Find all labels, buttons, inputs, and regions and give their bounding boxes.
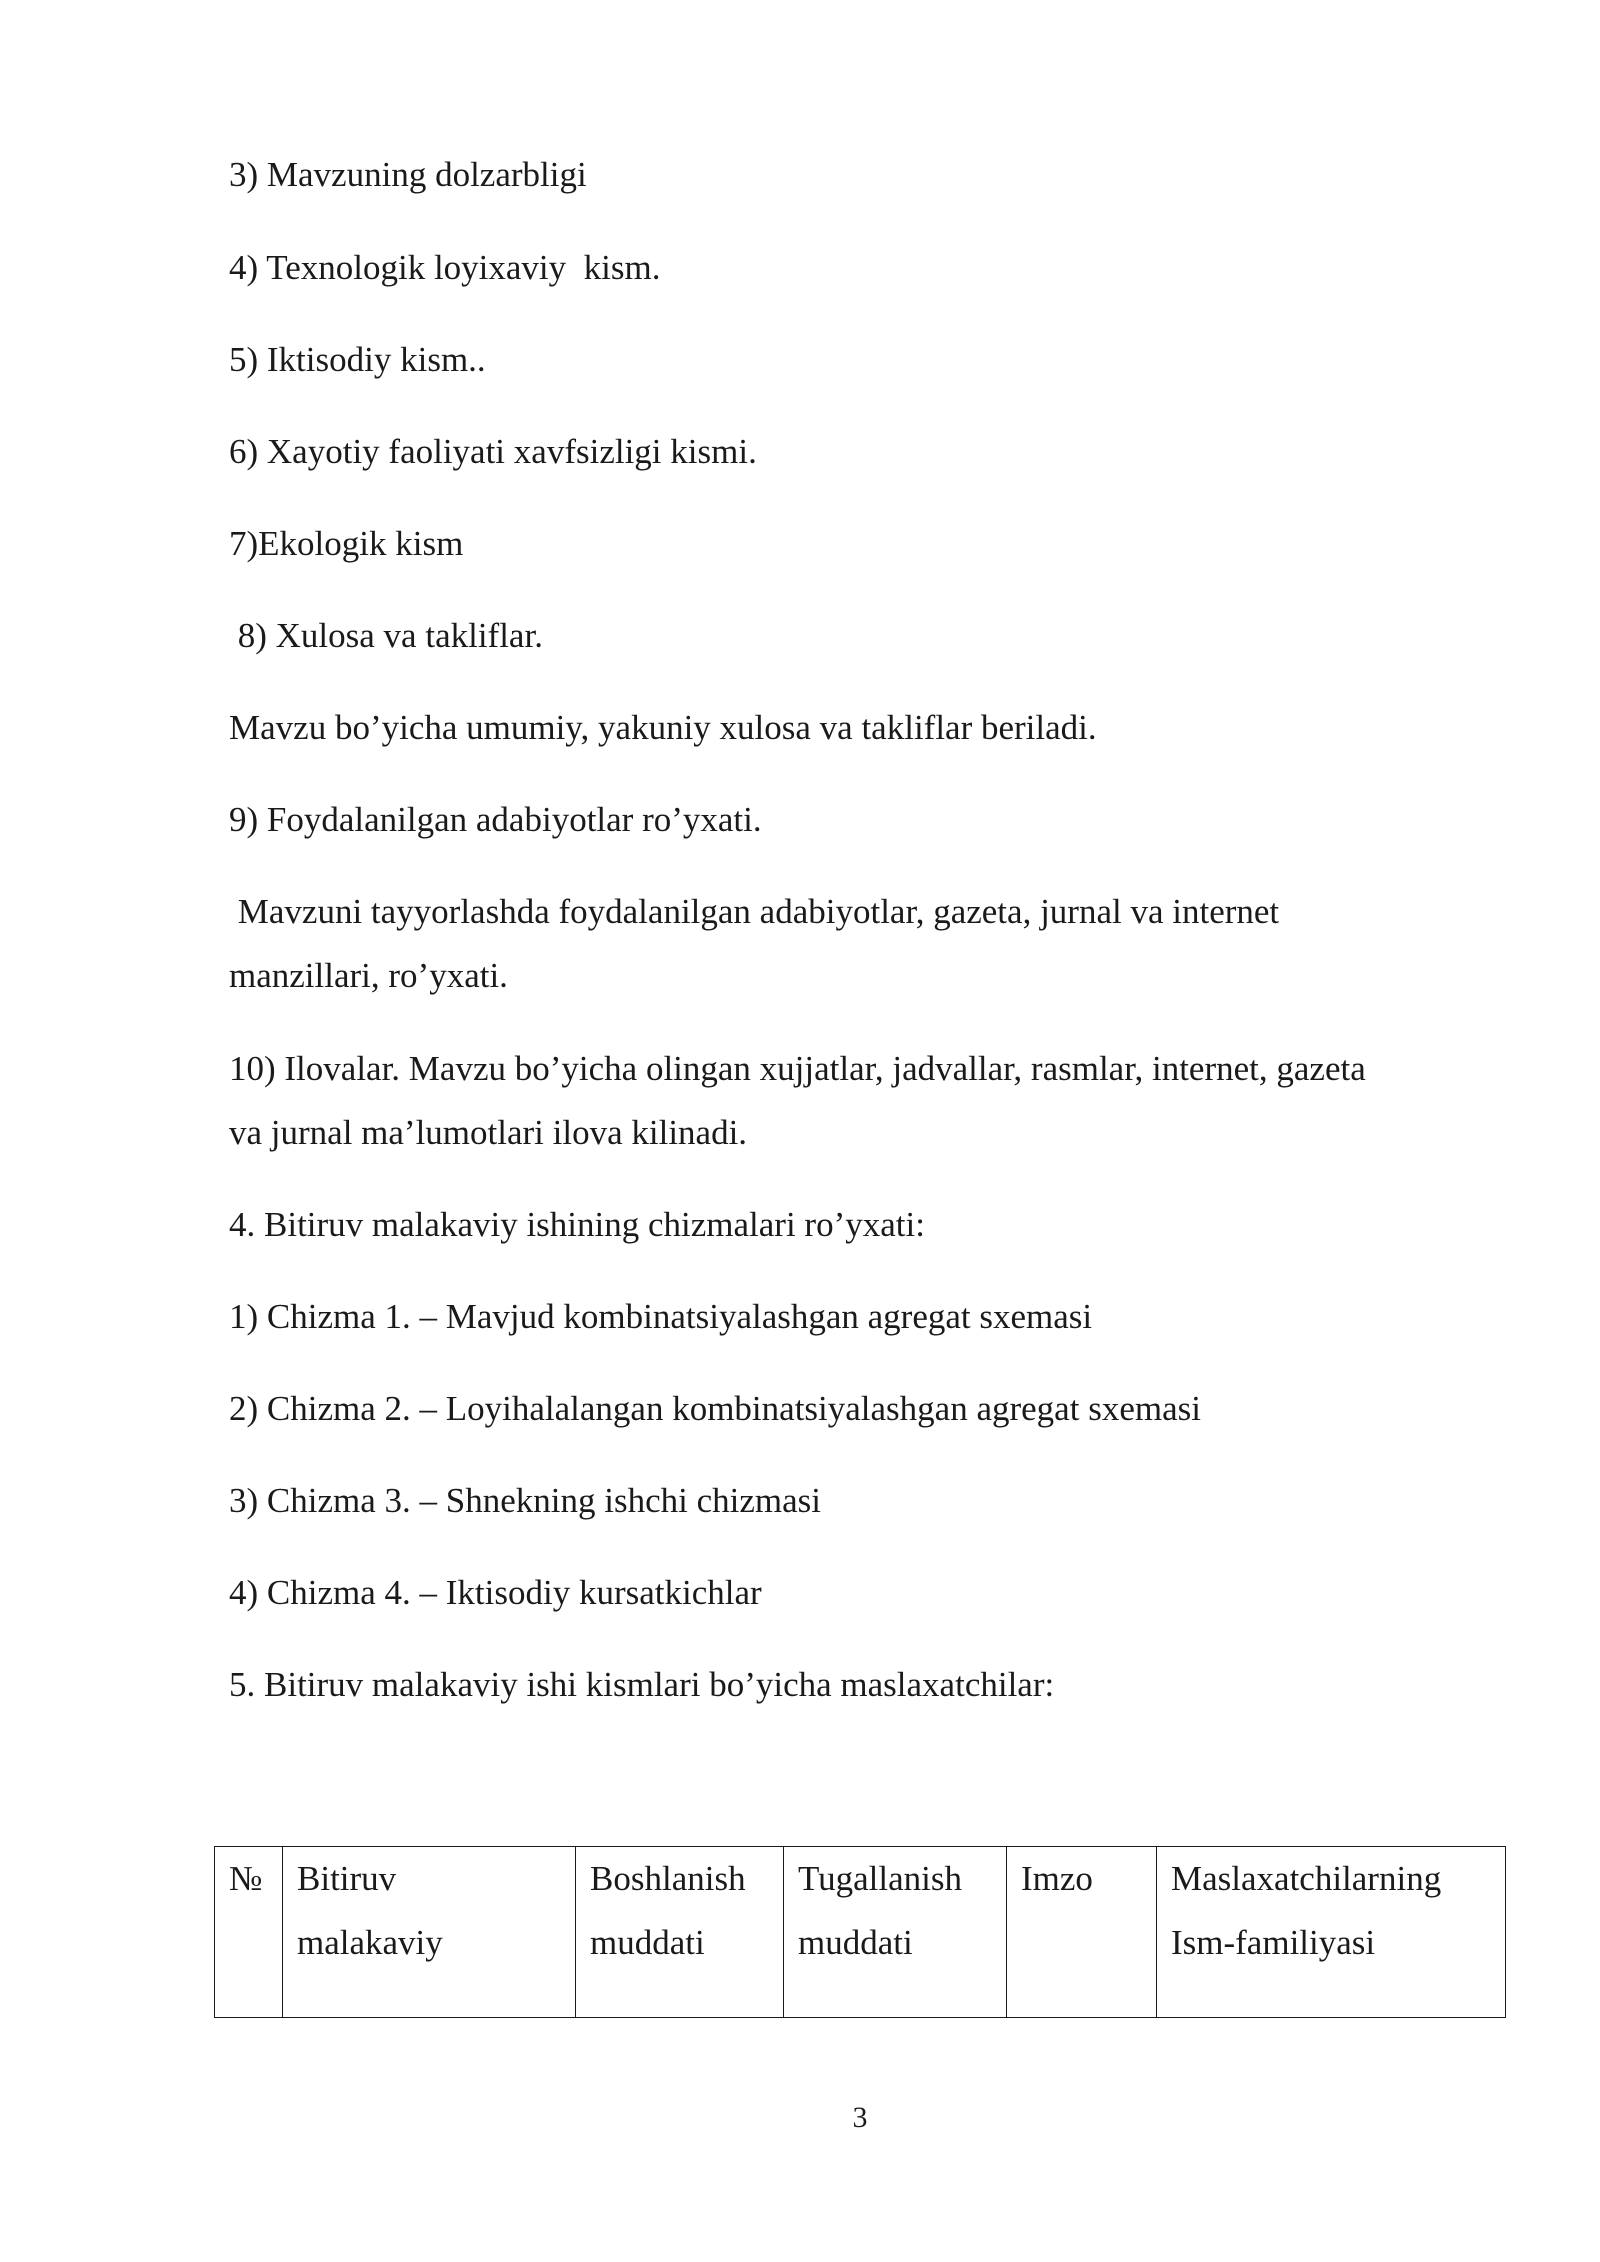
text-line-6: 8) Xulosa va takliflar.	[229, 616, 543, 655]
text-line-18: 5. Bitiruv malakaviy ishi kismlari bo’yicha maslaxatchilar:	[229, 1665, 1055, 1704]
header-advisor-line-1: Maslaxatchilarning	[1171, 1859, 1442, 1898]
header-start-line-2: muddati	[590, 1923, 705, 1962]
text-line-5: 7)Ekologik kism	[229, 524, 464, 563]
text-line-14: 1) Chizma 1. – Mavjud kombinatsiyalashgan agregat sxemasi	[229, 1297, 1093, 1336]
text-line-1: 3) Mavzuning dolzarbligi	[229, 155, 587, 194]
header-number-label: №	[229, 1859, 263, 1898]
table-header-row	[215, 1847, 1506, 2018]
header-cell-section	[283, 1847, 576, 2018]
text-line-4: 6) Xayotiy faoliyati xavfsizligi kismi.	[229, 432, 757, 471]
header-section-line-1: Bitiruv	[297, 1859, 397, 1898]
text-line-8: 9) Foydalanilgan adabiyotlar ro’yxati.	[229, 800, 762, 839]
header-cell-signature	[1007, 1847, 1157, 2018]
header-start-line-1: Boshlanish	[590, 1859, 746, 1898]
page-number: 3	[852, 2101, 868, 2134]
text-line-3: 5) Iktisodiy kism..	[229, 340, 486, 379]
header-signature-label: Imzo	[1021, 1859, 1093, 1898]
header-cell-start	[576, 1847, 784, 2018]
text-line-12: va jurnal ma’lumotlari ilova kilinadi.	[229, 1113, 748, 1152]
header-advisor-line-2: Ism-familiyasi	[1171, 1923, 1376, 1962]
header-end-line-1: Tugallanish	[798, 1859, 963, 1898]
text-line-17: 4) Chizma 4. – Iktisodiy kursatkichlar	[229, 1573, 762, 1612]
header-section-line-2: malakaviy	[297, 1923, 443, 1962]
text-line-11: 10) Ilovalar. Mavzu bo’yicha olingan xujjatlar, jadvallar, rasmlar, internet, gazeta	[229, 1049, 1366, 1088]
text-line-15: 2) Chizma 2. – Loyihalalangan kombinatsiyalashgan agregat sxemasi	[229, 1389, 1201, 1428]
text-line-2: 4) Texnologik loyixaviy kism.	[229, 248, 661, 287]
header-cell-number	[215, 1847, 283, 2018]
text-line-9: Mavzuni tayyorlashda foydalanilgan adabiyotlar, gazeta, jurnal va internet	[229, 892, 1280, 931]
text-line-16: 3) Chizma 3. – Shnekning ishchi chizmasi	[229, 1481, 821, 1520]
text-line-13: 4. Bitiruv malakaviy ishining chizmalari ro’yxati:	[229, 1205, 925, 1244]
text-line-7: Mavzu bo’yicha umumiy, yakuniy xulosa va takliflar beriladi.	[229, 708, 1097, 747]
header-end-line-2: muddati	[798, 1923, 913, 1962]
advisors-table	[214, 1846, 1506, 2018]
header-cell-advisor-name	[1157, 1847, 1506, 2018]
text-line-10: manzillari, ro’yxati.	[229, 956, 508, 995]
header-cell-end	[784, 1847, 1007, 2018]
